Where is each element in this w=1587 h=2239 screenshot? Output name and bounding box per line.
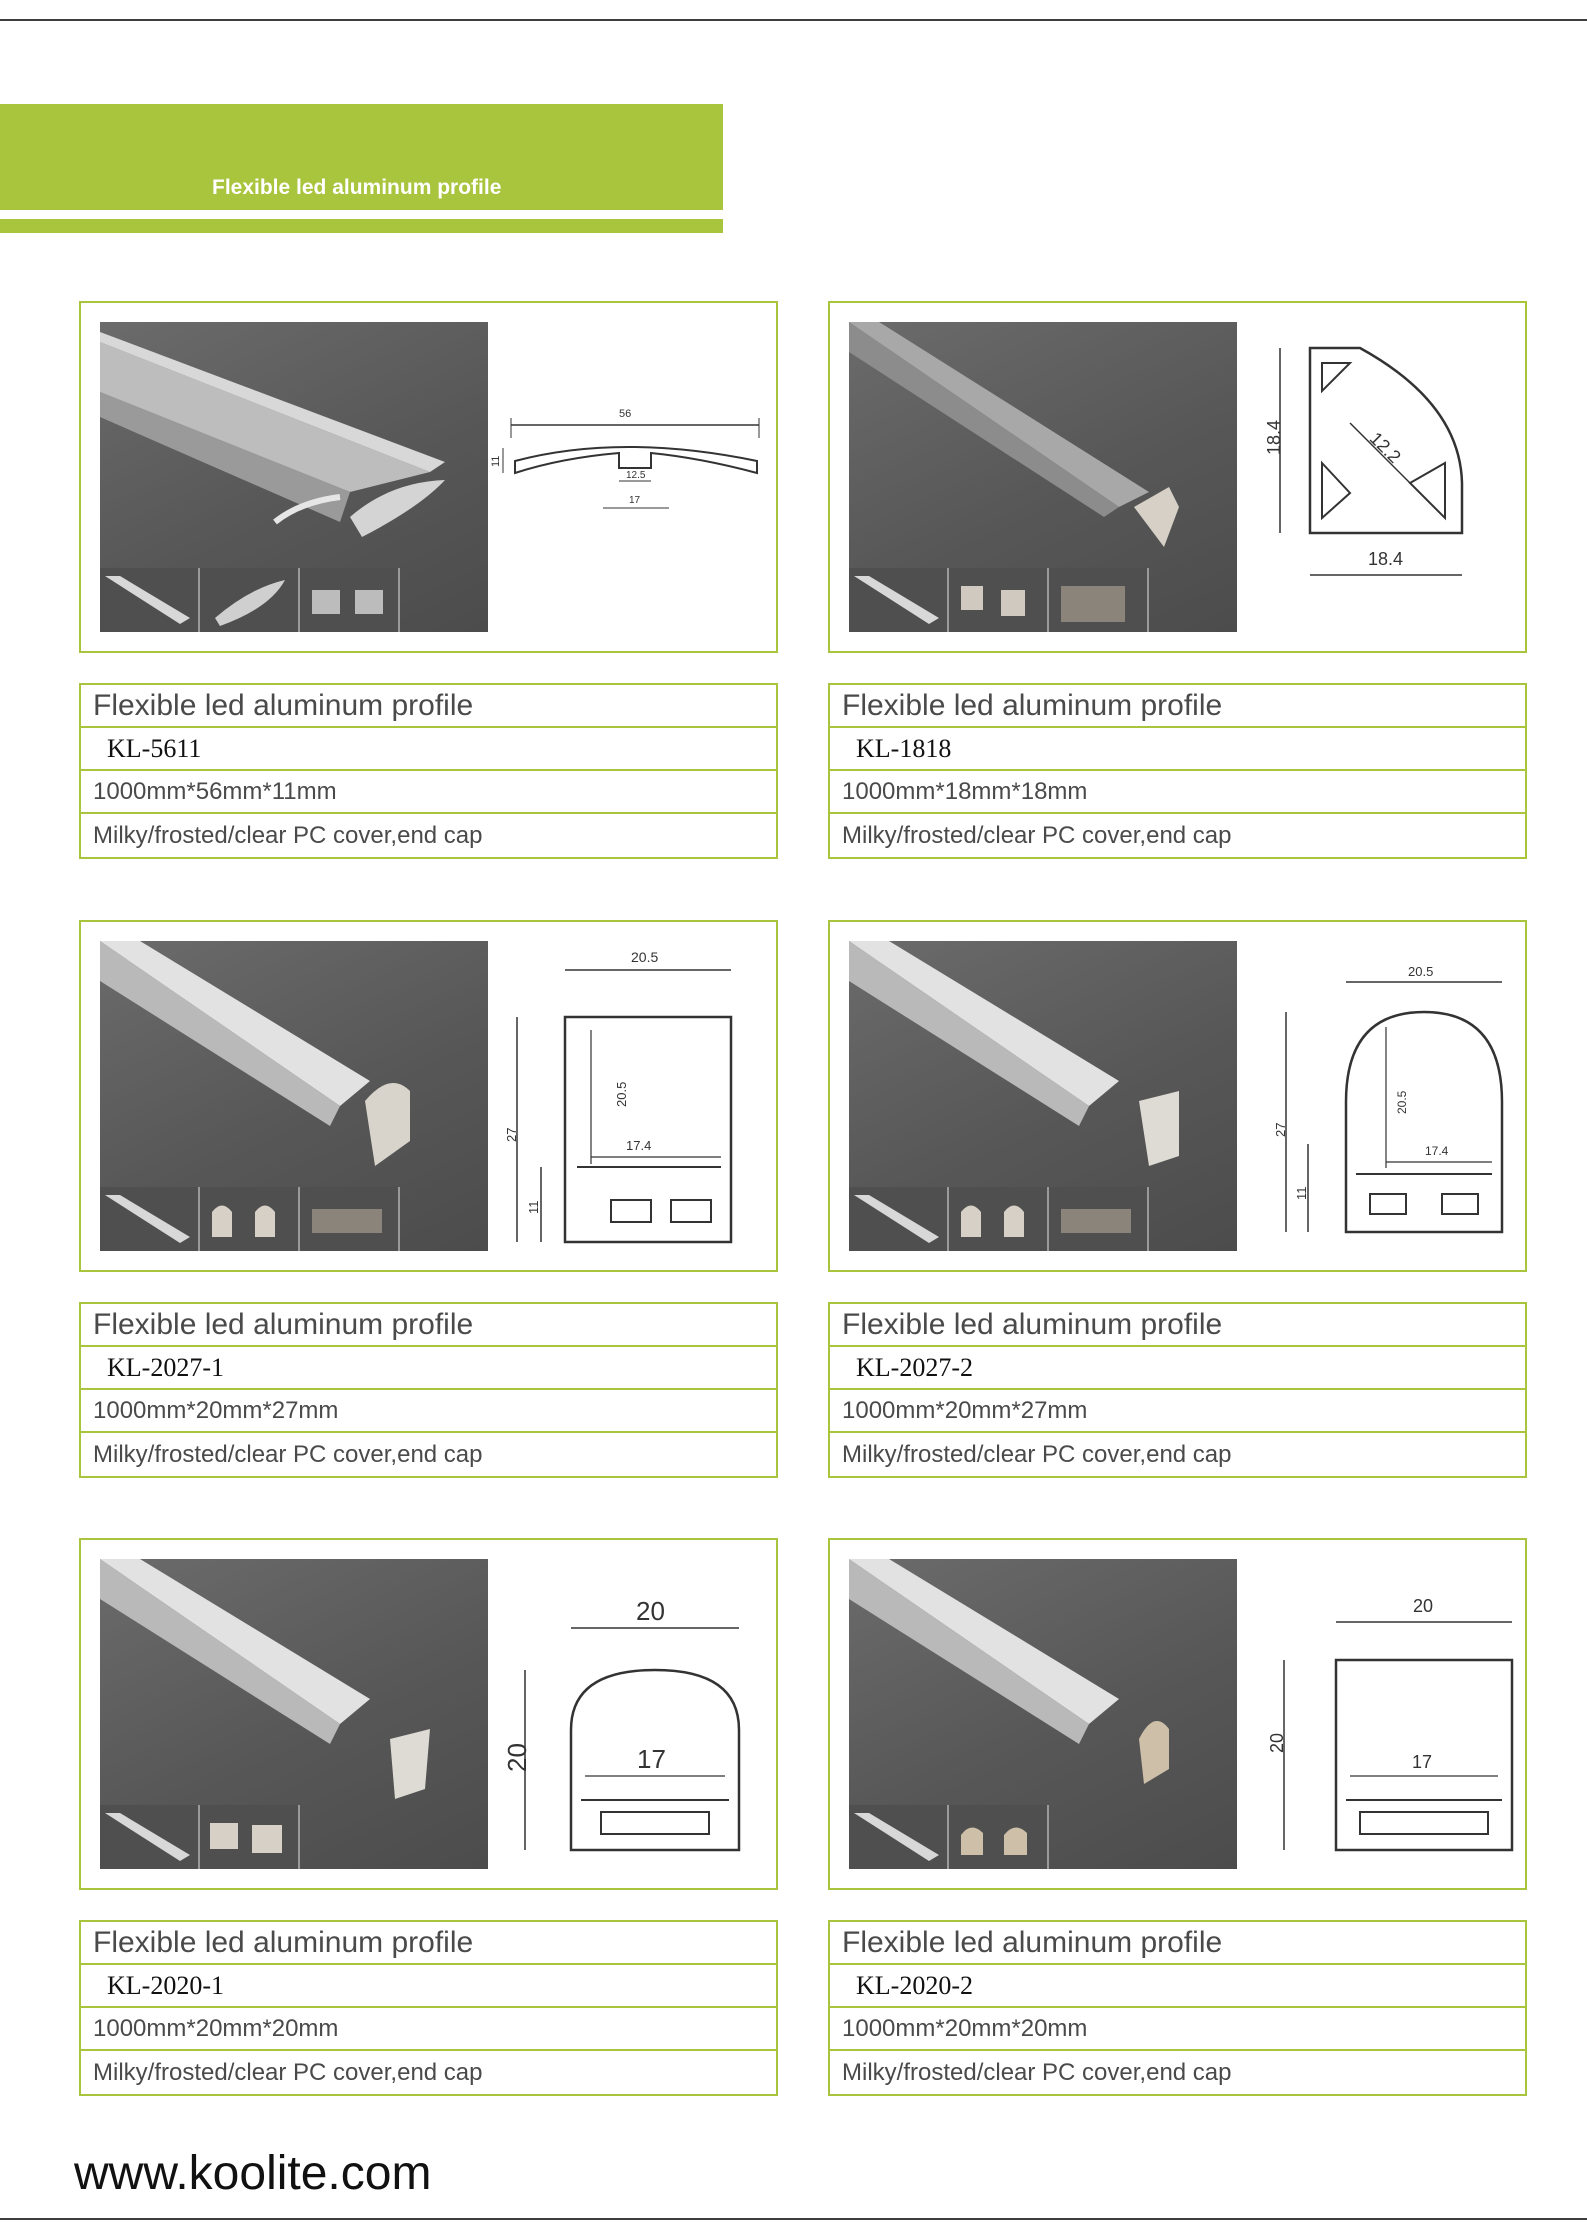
product-model: KL-2020-1: [81, 1965, 776, 2008]
product-size: 1000mm*20mm*27mm: [830, 1390, 1525, 1433]
clip-thumbnail: [300, 1187, 400, 1251]
svg-text:27: 27: [504, 1127, 519, 1142]
product-photo: [849, 941, 1237, 1251]
svg-text:12.5: 12.5: [626, 470, 646, 481]
product-size: 1000mm*20mm*20mm: [81, 2008, 776, 2051]
cover-thumbnail: [100, 568, 200, 632]
accessory-thumbnails: [100, 1187, 400, 1251]
svg-text:11: 11: [490, 455, 502, 467]
product-model: KL-5611: [81, 728, 776, 771]
product-photo: [100, 322, 488, 632]
accessory-thumbnails: [849, 1187, 1149, 1251]
svg-text:17: 17: [1412, 1752, 1433, 1772]
spec-table: [828, 683, 1527, 859]
svg-text:11: 11: [1294, 1186, 1309, 1200]
svg-text:17: 17: [637, 1744, 666, 1774]
product-size: 1000mm*56mm*11mm: [81, 771, 776, 814]
spec-table: [79, 683, 778, 859]
clip-thumbnail: [1049, 1187, 1149, 1251]
product-title: Flexible led aluminum profile: [81, 685, 776, 728]
endcap-thumbnail: [949, 1187, 1049, 1251]
product-title: Flexible led aluminum profile: [830, 685, 1525, 728]
cover-thumbnail: [100, 1805, 200, 1869]
svg-text:20: 20: [502, 1743, 532, 1772]
product-title: Flexible led aluminum profile: [830, 1922, 1525, 1965]
svg-text:20.5: 20.5: [614, 1081, 629, 1107]
product-accessories: Milky/frosted/clear PC cover,end cap: [842, 1440, 1232, 1468]
cover-thumbnail: [849, 1805, 949, 1869]
product-accessories: Milky/frosted/clear PC cover,end cap: [93, 1440, 483, 1468]
website-link[interactable]: www.koolite.com: [74, 2147, 432, 2200]
svg-text:20.5: 20.5: [1395, 1090, 1409, 1114]
technical-drawing: [501, 1550, 771, 1880]
endcap-thumbnail: [200, 1805, 300, 1869]
section-title: Flexible led aluminum profile: [212, 176, 502, 199]
product-photo: [100, 941, 488, 1251]
endcap-thumbnail: [200, 1187, 300, 1251]
endcap-thumbnail: [949, 1805, 1049, 1869]
svg-text:27: 27: [1273, 1122, 1288, 1137]
svg-text:17: 17: [629, 495, 641, 506]
product-photo: [849, 1559, 1237, 1869]
product-image-box: [828, 920, 1527, 1272]
svg-text:20.5: 20.5: [631, 949, 659, 965]
accessory-thumbnails: [100, 1805, 400, 1869]
clip-thumbnail: [300, 568, 400, 632]
accessory-thumbnails: [849, 568, 1149, 632]
product-model: KL-2027-1: [81, 1347, 776, 1390]
product-accessories: Milky/frosted/clear PC cover,end cap: [842, 821, 1232, 849]
svg-text:17.4: 17.4: [626, 1138, 652, 1153]
svg-text:18.4: 18.4: [1264, 419, 1284, 455]
endcap-thumbnail: [949, 568, 1049, 632]
product-image-box: [79, 920, 778, 1272]
spec-table: [79, 1920, 778, 2096]
accessory-thumbnails: [100, 568, 400, 632]
technical-drawing: [1250, 1550, 1520, 1880]
technical-drawing: [490, 313, 771, 643]
top-rule: [0, 19, 1587, 21]
product-model: KL-2020-2: [830, 1965, 1525, 2008]
product-photo: [849, 322, 1237, 632]
endcap-thumbnail: [200, 568, 300, 632]
technical-drawing: [1250, 932, 1520, 1262]
svg-text:18.4: 18.4: [1368, 549, 1404, 569]
svg-text:56: 56: [619, 408, 632, 420]
product-title: Flexible led aluminum profile: [81, 1304, 776, 1347]
cover-thumbnail: [849, 1187, 949, 1251]
product-size: 1000mm*18mm*18mm: [830, 771, 1525, 814]
spec-table: [828, 1920, 1527, 2096]
banner-stripe: [0, 219, 723, 233]
svg-text:12.2: 12.2: [1365, 428, 1405, 468]
svg-text:20: 20: [1413, 1596, 1434, 1616]
product-photo: [100, 1559, 488, 1869]
product-accessories: Milky/frosted/clear PC cover,end cap: [842, 2058, 1232, 2086]
bottom-rule: [0, 2218, 1587, 2220]
product-accessories: Milky/frosted/clear PC cover,end cap: [93, 821, 483, 849]
product-image-box: [79, 1538, 778, 1890]
product-model: KL-2027-2: [830, 1347, 1525, 1390]
svg-text:17.4: 17.4: [1425, 1144, 1449, 1158]
technical-drawing: [501, 932, 771, 1262]
accessory-thumbnails: [849, 1805, 1149, 1869]
product-image-box: [828, 301, 1527, 653]
svg-text:20: 20: [636, 1596, 665, 1626]
product-model: KL-1818: [830, 728, 1525, 771]
technical-drawing: [1250, 313, 1520, 643]
product-accessories: Milky/frosted/clear PC cover,end cap: [93, 2058, 483, 2086]
product-title: Flexible led aluminum profile: [830, 1304, 1525, 1347]
clip-thumbnail: [1049, 568, 1149, 632]
product-size: 1000mm*20mm*20mm: [830, 2008, 1525, 2051]
cover-thumbnail: [849, 568, 949, 632]
product-title: Flexible led aluminum profile: [81, 1922, 776, 1965]
svg-text:11: 11: [526, 1200, 541, 1214]
product-image-box: [79, 301, 778, 653]
cover-thumbnail: [100, 1187, 200, 1251]
spec-table: [79, 1302, 778, 1478]
svg-text:20: 20: [1267, 1732, 1287, 1753]
svg-text:20.5: 20.5: [1408, 964, 1434, 979]
spec-table: [828, 1302, 1527, 1478]
product-image-box: [828, 1538, 1527, 1890]
product-size: 1000mm*20mm*27mm: [81, 1390, 776, 1433]
